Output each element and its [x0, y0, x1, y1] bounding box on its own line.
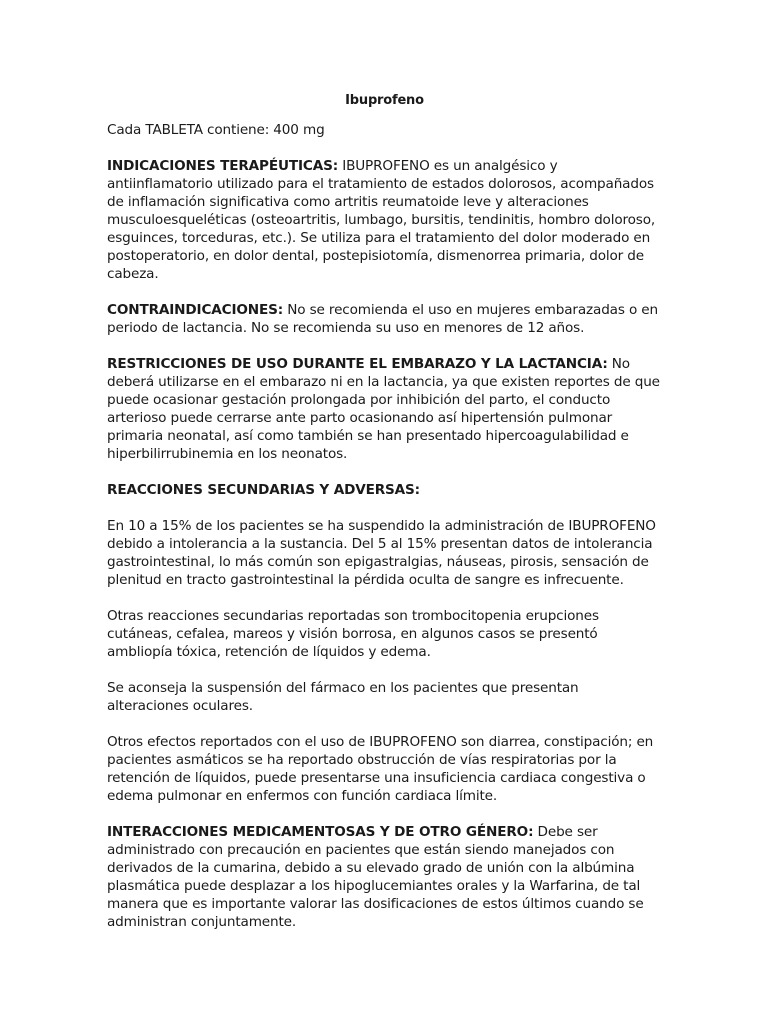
- contraindicaciones-heading: CONTRAINDICACIONES:: [107, 302, 284, 318]
- reacciones-heading: REACCIONES SECUNDARIAS Y ADVERSAS:: [107, 482, 420, 498]
- restricciones-heading: RESTRICCIONES DE USO DURANTE EL EMBARAZO Y LA LACTANCIA:: [107, 356, 608, 372]
- reacciones-paragraph: Otras reacciones secundarias reportadas son trombocitopenia erupciones cutáneas, cefalea, mareos y visión borrosa, en algunos casos se presentó ambliopía tóxica, retención de líquidos y edema.: [107, 608, 599, 660]
- document-title: Ibuprofeno: [345, 93, 424, 108]
- interacciones-section: [107, 823, 662, 931]
- reacciones-section: [107, 481, 662, 499]
- contraindicaciones-text: No se recomienda el uso en mujeres embarazadas o en periodo de lactancia. No se recomienda su uso en menores de 12 años.: [107, 302, 658, 336]
- reacciones-paragraph: En 10 a 15% de los pacientes se ha suspendido la administración de IBUPROFENO debido a intolerancia a la sustancia. Del 5 al 15% presentan datos de intolerancia gastrointestinal, lo más común son epigastralgias, náuseas, pirosis, sensación de plenitud en tracto gastrointestinal la pérdida oculta de sangre es infrecuente.: [107, 518, 656, 588]
- composition-line: Cada TABLETA contiene: 400 mg: [107, 122, 325, 138]
- document-body: [107, 92, 662, 949]
- interacciones-text: Debe ser administrado con precaución en pacientes que están siendo manejados con derivados de la cumarina, debido a su elevado grado de unión con la albúmina plasmática puede desplazar a los hipoglucemiantes orales y la Warfarina, de tal manera que es importante valorar las dosificaciones de estos últimos cuando se administran conjuntamente.: [107, 824, 644, 930]
- contraindicaciones-section: [107, 301, 662, 337]
- interacciones-heading: INTERACCIONES MEDICAMENTOSAS Y DE OTRO GÉNERO:: [107, 824, 534, 840]
- reacciones-paragraph: Otros efectos reportados con el uso de IBUPROFENO son diarrea, constipación; en pacientes asmáticos se ha reportado obstrucción de vías respiratorias por la retención de líquidos, puede presentarse una insuficiencia cardiaca congestiva o edema pulmonar en enfermos con función cardiaca límite.: [107, 734, 654, 804]
- restricciones-section: [107, 355, 662, 463]
- indicaciones-heading: INDICACIONES TERAPÉUTICAS:: [107, 158, 339, 174]
- indicaciones-text: IBUPROFENO es un analgésico y antiinflamatorio utilizado para el tratamiento de estados dolorosos, acompañados de inflamación significativa como artritis reumatoide leve y alteraciones musculoesqueléticas (osteoartritis, lumbago, bursitis, tendinitis, hombro doloroso, esguinces, torceduras, etc.). Se utiliza para el tratamiento del dolor moderado en postoperatorio, en dolor dental, postepisiotomía, dismenorrea primaria, dolor de cabeza.: [107, 158, 656, 282]
- indicaciones-section: [107, 157, 662, 283]
- restricciones-text: No deberá utilizarse en el embarazo ni en la lactancia, ya que existen reportes de que puede ocasionar gestación prolongada por inhibición del parto, el conducto arterioso puede cerrarse ante parto ocasionando así hipertensión pulmonar primaria neonatal, así como también se han presentado hipercoagulabilidad e hiperbilirrubinemia en los neonatos.: [107, 356, 660, 462]
- reacciones-paragraph: Se aconseja la suspensión del fármaco en los pacientes que presentan alteraciones oculares.: [107, 680, 579, 714]
